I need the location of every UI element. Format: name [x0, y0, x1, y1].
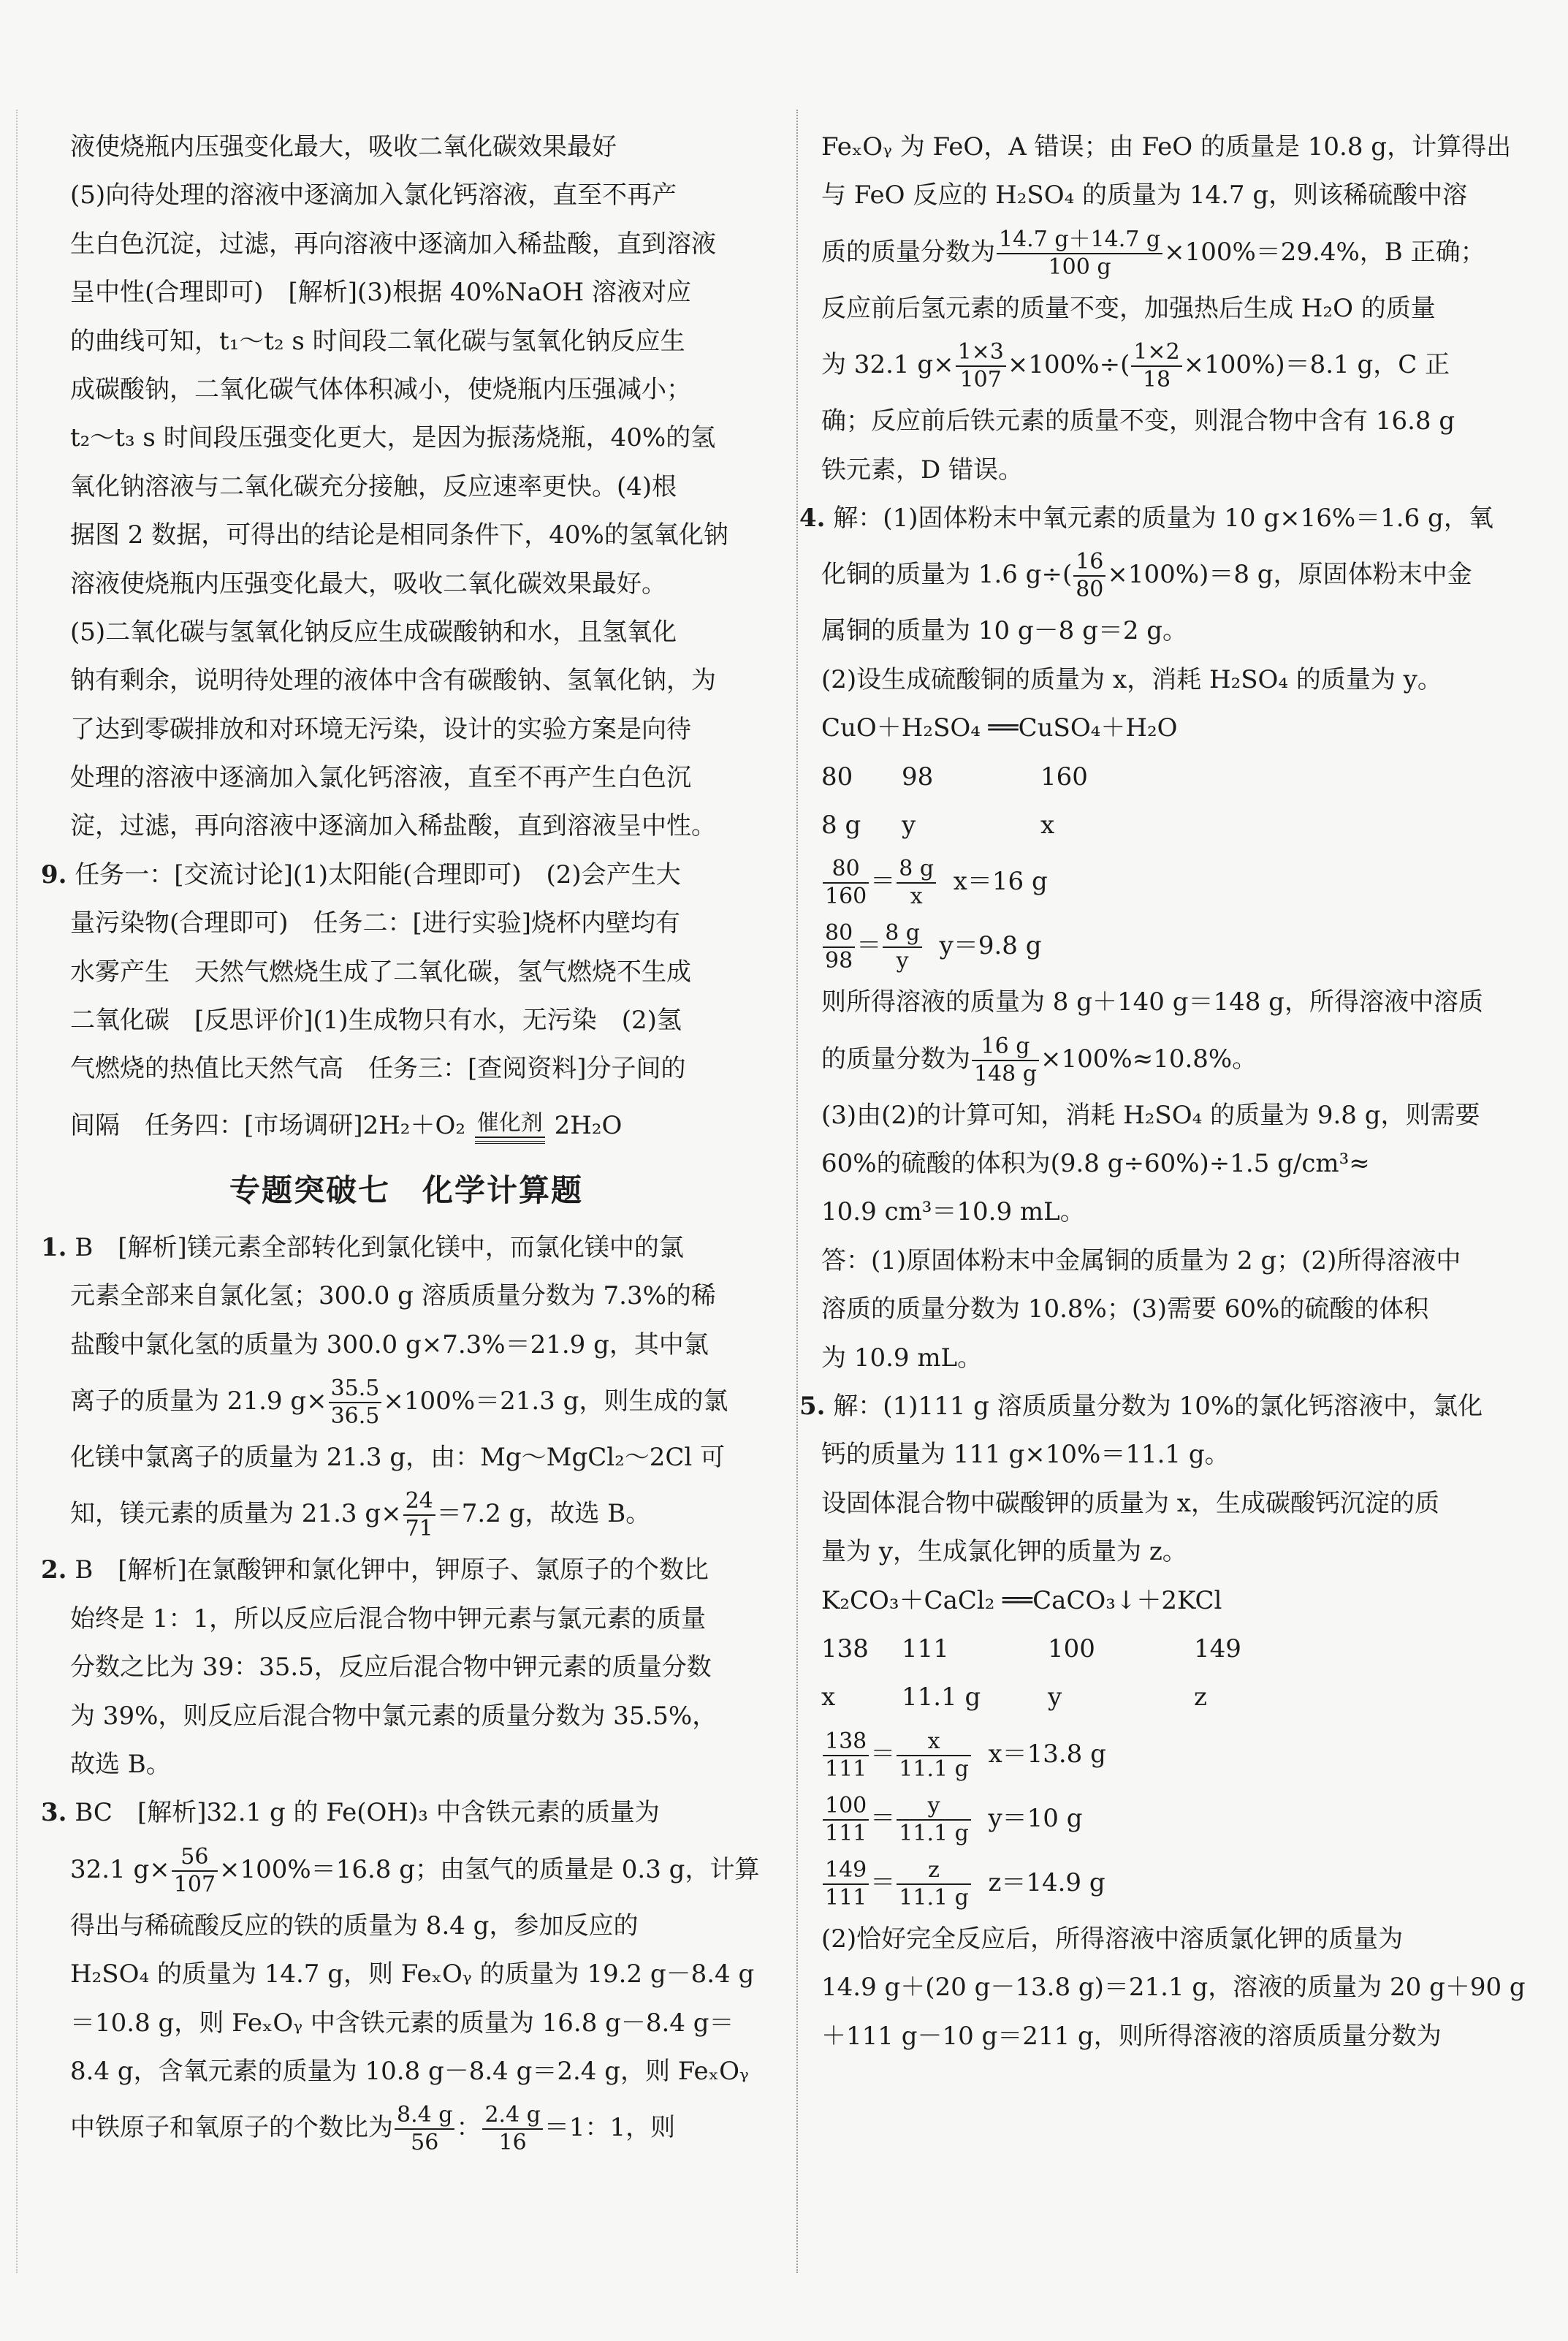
denominator: 111 — [825, 1884, 867, 1911]
fraction — [972, 1033, 1039, 1088]
text-line: 属铜的质量为 10 g－8 g＝2 g。 — [821, 616, 1188, 646]
fraction — [823, 1857, 869, 1911]
text-line: B [解析]镁元素全部转化到氯化镁中，而氯化镁中的氯 — [75, 1232, 684, 1262]
question-5 — [799, 1382, 1552, 1430]
result: x＝13.8 g — [988, 1739, 1106, 1769]
numerator: 56 — [172, 1844, 218, 1872]
text-line: 淀，过滤，再向溶液中逐滴加入稀盐酸，直到溶液呈中性。 — [70, 811, 716, 841]
denominator: 18 — [1142, 367, 1171, 393]
text-fragment: ＝7.2 g，故选 B。 — [436, 1499, 651, 1529]
text-line: 钠有剩余，说明待处理的液体中含有碳酸钠、氢氧化钠，为 — [70, 666, 716, 696]
denominator: 100 g — [1048, 254, 1111, 280]
fraction — [883, 920, 922, 974]
question-1 — [41, 1223, 772, 1272]
text-line: 10.9 cm³＝10.9 mL。 — [821, 1197, 1085, 1227]
denominator: 80 — [1076, 577, 1104, 603]
text-line: 据图 2 数据，可得出的结论是相同条件下，40%的氢氧化钠 — [70, 520, 728, 550]
text-fragment: ： — [456, 2113, 482, 2143]
numerator: 24 — [403, 1488, 435, 1516]
text-line: FeₓOᵧ 为 FeO，A 错误；由 FeO 的质量是 10.8 g，计算得出 — [821, 132, 1512, 162]
quantity-row — [821, 1673, 1552, 1721]
formula-line — [821, 333, 1552, 397]
denominator: 11.1 g — [899, 1756, 969, 1782]
fraction — [403, 1488, 435, 1542]
quantity: 8 g — [821, 810, 861, 840]
molar-mass: 80 — [821, 762, 853, 792]
text-line: 为 10.9 mL。 — [821, 1343, 983, 1373]
numerator: 1×3 — [956, 339, 1006, 367]
result: y＝10 g — [988, 1803, 1083, 1833]
text-line: 溶液使烧瓶内压强变化最大，吸收二氧化碳效果最好。 — [70, 569, 666, 599]
text-line: 答：(1)原固体粉末中金属铜的质量为 2 g；(2)所得溶液中 — [821, 1245, 1461, 1275]
result: y＝9.8 g — [939, 931, 1042, 961]
text-fragment: ×100%＝21.3 g，则生成的氯 — [383, 1386, 728, 1416]
fraction — [823, 856, 869, 910]
formula-line — [41, 1837, 772, 1902]
formula-line — [41, 2095, 772, 2160]
proportion-line — [821, 1786, 1552, 1851]
text-line: 反应前后氢元素的质量不变，加强热后生成 H₂O 的质量 — [821, 293, 1436, 323]
text-line: 元素全部来自氯化氢；300.0 g 溶质质量分数为 7.3%的稀 — [70, 1281, 716, 1311]
text-line: 溶质的质量分数为 10.8%；(3)需要 60%的硫酸的体积 — [821, 1294, 1429, 1324]
molar-mass: 138 — [821, 1634, 869, 1663]
fraction — [329, 1376, 382, 1430]
numerator: 1×2 — [1131, 339, 1181, 367]
denominator: 16 — [498, 2130, 527, 2156]
text-line: 盐酸中氯化氢的质量为 300.0 g×7.3%＝21.9 g，其中氯 — [70, 1329, 709, 1359]
text-line: 得出与稀硫酸反应的铁的质量为 8.4 g，参加反应的 — [70, 1911, 639, 1940]
text-fragment: ×100%)＝8 g，原固体粉末中金 — [1107, 560, 1472, 590]
numerator: x — [897, 1729, 971, 1756]
numerator: y — [897, 1793, 971, 1821]
text-line: t₂～t₃ s 时间段压强变化更大，是因为振荡烧瓶，40%的氢 — [70, 423, 716, 453]
equals-bar — [475, 1138, 545, 1144]
numerator: z — [897, 1857, 971, 1885]
text-fragment: 的质量分数为 — [821, 1044, 970, 1074]
denominator: 107 — [959, 367, 1002, 393]
text-line: 与 FeO 反应的 H₂SO₄ 的质量为 14.7 g，则该稀硫酸中溶 — [821, 181, 1468, 210]
text-line: 处理的溶液中逐滴加入氯化钙溶液，直至不再产生白色沉 — [70, 763, 691, 793]
fraction — [997, 227, 1162, 281]
question-number: 1. — [41, 1232, 67, 1262]
text-line: 氧化钠溶液与二氧化碳充分接触，反应速率更快。(4)根 — [70, 471, 677, 501]
text-line: (2)设生成硫酸铜的质量为 x，消耗 H₂SO₄ 的质量为 y。 — [821, 664, 1442, 694]
text-line: 设固体混合物中碳酸钾的质量为 x，生成碳酸钙沉淀的质 — [821, 1488, 1439, 1518]
text-line: 气燃烧的热值比天然气高 任务三：[查阅资料]分子间的 — [70, 1054, 686, 1084]
question-number: 3. — [41, 1798, 67, 1828]
text-line: 60%的硫酸的体积为(9.8 g÷60%)÷1.5 g/cm³≈ — [821, 1149, 1370, 1179]
fraction — [395, 2102, 454, 2156]
text-line: H₂SO₄ 的质量为 14.7 g，则 FeₓOᵧ 的质量为 19.2 g－8.4 g — [70, 1959, 755, 1989]
quantity: y — [1048, 1682, 1062, 1712]
quantity: x — [1040, 810, 1055, 840]
text-fragment: 化铜的质量为 1.6 g÷( — [821, 560, 1073, 590]
text-fragment: 32.1 g× — [70, 1854, 170, 1884]
question-number: 5. — [799, 1392, 826, 1422]
denominator: 98 — [825, 948, 853, 974]
numerator: 80 — [823, 920, 855, 948]
question-9 — [41, 851, 772, 899]
fraction — [1073, 549, 1105, 603]
numerator: 8 g — [897, 856, 936, 884]
question-3 — [41, 1788, 772, 1837]
molar-mass: 100 — [1048, 1634, 1095, 1663]
question-2 — [41, 1546, 772, 1594]
equals-sign: ＝ — [870, 867, 896, 897]
denominator: 111 — [825, 1756, 867, 1782]
formula-line — [821, 220, 1552, 284]
text-fragment: 离子的质量为 21.9 g× — [70, 1386, 327, 1416]
text-line: (3)由(2)的计算可知，消耗 H₂SO₄ 的质量为 9.8 g，则需要 — [821, 1100, 1480, 1130]
catalyst-label: 催化剂 — [475, 1110, 545, 1138]
numerator: 8.4 g — [395, 2102, 454, 2130]
denominator: 11.1 g — [899, 1884, 969, 1911]
denominator: 107 — [173, 1871, 216, 1897]
molar-mass: 111 — [902, 1634, 949, 1663]
catalyst-arrow — [475, 1110, 545, 1144]
text-line: 钙的质量为 111 g×10%＝11.1 g。 — [821, 1440, 1230, 1470]
text-line: 的曲线可知，t₁～t₂ s 时间段二氧化碳与氢氧化钠反应生 — [70, 326, 685, 356]
chemical-equation: K₂CO₃＋CaCl₂ ══CaCO₃↓＋2KCl — [821, 1585, 1222, 1615]
section-title: 专题突破七 化学计算题 — [229, 1172, 583, 1208]
fraction — [897, 1793, 971, 1847]
text-line: 成碳酸钠，二氧化碳气体体积减小，使烧瓶内压强减小； — [70, 374, 691, 404]
text-fragment: 质的质量分数为 — [821, 237, 995, 267]
equation-left: 间隔 任务四：[市场调研]2H₂＋O₂ — [70, 1110, 465, 1140]
text-line: 生白色沉淀，过滤，再向溶液中逐滴加入稀盐酸，直到溶液 — [70, 229, 716, 259]
proportion-line — [821, 1851, 1552, 1915]
fraction — [823, 1793, 869, 1847]
denominator: 160 — [825, 884, 867, 910]
result: z＝14.9 g — [988, 1867, 1105, 1897]
text-fragment: ×100%≈10.8%。 — [1040, 1044, 1257, 1074]
fraction — [956, 339, 1006, 393]
question-number: 9. — [41, 860, 67, 889]
proportion-line — [821, 914, 1552, 978]
quantity-row — [821, 801, 1552, 849]
text-line: ＝10.8 g，则 FeₓOᵧ 中含铁元素的质量为 16.8 g－8.4 g＝ — [70, 2008, 734, 2038]
text-line: 二氧化碳 [反思评价](1)生成物只有水，无污染 (2)氢 — [70, 1006, 682, 1036]
denominator: 56 — [411, 2130, 439, 2156]
text-fragment: 为 32.1 g× — [821, 350, 954, 380]
text-line: 了达到零碳排放和对环境无污染，设计的实验方案是向待 — [70, 714, 691, 744]
numerator: 100 — [823, 1793, 869, 1821]
formula-line — [41, 1369, 772, 1433]
numerator: 16 g — [972, 1033, 1039, 1061]
text-fragment: 中铁原子和氧原子的个数比为 — [70, 2113, 393, 2143]
text-line: 故选 B。 — [70, 1749, 171, 1779]
denominator: 11.1 g — [899, 1820, 969, 1846]
denominator: 36.5 — [330, 1403, 380, 1429]
text-line: 为 39%，则反应后混合物中氯元素的质量分数为 35.5%， — [70, 1701, 718, 1731]
text-line: 任务一：[交流讨论](1)太阳能(合理即可) (2)会产生大 — [75, 860, 681, 889]
text-fragment: ×100%＝16.8 g；由氢气的质量是 0.3 g，计算 — [219, 1854, 760, 1884]
question-number: 4. — [799, 503, 826, 533]
left-column — [41, 123, 772, 2160]
numerator: 8 g — [883, 920, 922, 948]
text-line: (5)二氧化碳与氢氧化钠反应生成碳酸钠和水，且氢氧化 — [70, 617, 677, 647]
chemical-equation: CuO＋H₂SO₄ ══CuSO₄＋H₂O — [821, 713, 1178, 743]
proportion-line — [821, 849, 1552, 914]
text-line: 化镁中氯离子的质量为 21.3 g，由：Mg～MgCl₂～2Cl 可 — [70, 1442, 726, 1472]
text-line: ＋111 g－10 g＝211 g，则所得溶液的溶质质量分数为 — [821, 2021, 1442, 2051]
text-line: 铁元素，D 错误。 — [821, 455, 1024, 485]
text-line: 14.9 g＋(20 g－13.8 g)＝21.1 g，溶液的质量为 20 g＋90 g — [821, 1973, 1526, 2003]
result: x＝16 g — [953, 867, 1048, 897]
formula-line — [41, 1481, 772, 1546]
equals-sign: ＝ — [870, 1867, 896, 1897]
equals-sign: ＝ — [870, 1803, 896, 1833]
quantity: x — [821, 1682, 836, 1712]
fraction — [482, 2102, 542, 2156]
equation-line — [41, 1093, 772, 1158]
numerator: 138 — [823, 1729, 869, 1756]
denominator: x — [910, 884, 923, 910]
text-line: 液使烧瓶内压强变化最大，吸收二氧化碳效果最好 — [70, 132, 617, 162]
numerator: 35.5 — [329, 1376, 382, 1403]
text-line: 水雾产生 天然气燃烧生成了二氧化碳，氢气燃烧不生成 — [70, 957, 691, 987]
column-divider — [796, 110, 798, 2273]
equation-right: 2H₂O — [554, 1110, 623, 1140]
quantity: 11.1 g — [902, 1682, 981, 1712]
proportion-line — [821, 1722, 1552, 1786]
text-line: 量污染物(合理即可) 任务二：[进行实验]烧杯内壁均有 — [70, 908, 681, 938]
text-line: (2)恰好完全反应后，所得溶液中溶质氯化钾的质量为 — [821, 1924, 1404, 1954]
formula-line — [821, 542, 1552, 607]
fraction — [823, 1729, 869, 1783]
text-fragment: 知，镁元素的质量为 21.3 g× — [70, 1499, 402, 1529]
text-fragment: ×100%÷( — [1007, 350, 1130, 380]
quantity: z — [1194, 1682, 1207, 1712]
fraction — [897, 1857, 971, 1911]
numerator: 2.4 g — [482, 2102, 542, 2130]
text-line: 呈中性(合理即可) [解析](3)根据 40%NaOH 溶液对应 — [70, 278, 691, 308]
text-line: 始终是 1：1，所以反应后混合物中钾元素与氯元素的质量 — [70, 1604, 707, 1634]
molar-mass-row — [821, 1625, 1552, 1673]
text-line: 确；反应前后铁元素的质量不变，则混合物中含有 16.8 g — [821, 406, 1455, 436]
equals-sign: ＝ — [856, 931, 882, 961]
text-line: 分数之比为 39：35.5，反应后混合物中钾元素的质量分数 — [70, 1653, 712, 1682]
fraction — [897, 856, 936, 910]
numerator: 16 — [1073, 549, 1105, 577]
numerator: 14.7 g＋14.7 g — [997, 227, 1162, 254]
left-margin-rule — [16, 110, 18, 2273]
numerator: 149 — [823, 1857, 869, 1885]
fraction — [823, 920, 855, 974]
molar-mass-row — [821, 753, 1552, 801]
question-number: 2. — [41, 1555, 67, 1585]
text-fragment: ＝1：1，则 — [544, 2113, 676, 2143]
text-line: 则所得溶液的质量为 8 g＋140 g＝148 g，所得溶液中溶质 — [821, 987, 1483, 1017]
denominator: 71 — [405, 1516, 433, 1542]
text-line: 8.4 g，含氧元素的质量为 10.8 g－8.4 g＝2.4 g，则 FeₓOᵧ — [70, 2056, 749, 2086]
text-line: 解：(1)111 g 溶质质量分数为 10%的氯化钙溶液中，氯化 — [833, 1392, 1483, 1422]
equals-sign: ＝ — [870, 1739, 896, 1769]
text-line: B [解析]在氯酸钾和氯化钾中，钾原子、氯原子的个数比 — [75, 1555, 709, 1585]
text-line: (5)向待处理的溶液中逐滴加入氯化钙溶液，直至不再产 — [70, 181, 677, 210]
formula-line — [821, 1027, 1552, 1091]
text-line: 量为 y，生成氯化钾的质量为 z。 — [821, 1537, 1187, 1567]
right-column — [799, 123, 1552, 2060]
denominator: 148 g — [974, 1061, 1038, 1087]
fraction — [1131, 339, 1181, 393]
quantity: y — [902, 810, 916, 840]
molar-mass: 149 — [1194, 1634, 1241, 1663]
text-fragment: ×100%＝29.4%，B 正确； — [1164, 237, 1485, 267]
molar-mass: 160 — [1040, 762, 1088, 792]
denominator: 111 — [825, 1820, 867, 1846]
denominator: y — [896, 948, 909, 974]
text-line: BC [解析]32.1 g 的 Fe(OH)₃ 中含铁元素的质量为 — [75, 1798, 660, 1828]
fraction — [897, 1729, 971, 1783]
molar-mass: 98 — [902, 762, 934, 792]
text-line: 解：(1)固体粉末中氧元素的质量为 10 g×16%＝1.6 g，氧 — [833, 503, 1493, 533]
numerator: 80 — [823, 856, 869, 884]
fraction — [172, 1844, 218, 1898]
question-4 — [799, 494, 1552, 542]
text-fragment: ×100%)＝8.1 g，C 正 — [1183, 350, 1450, 380]
